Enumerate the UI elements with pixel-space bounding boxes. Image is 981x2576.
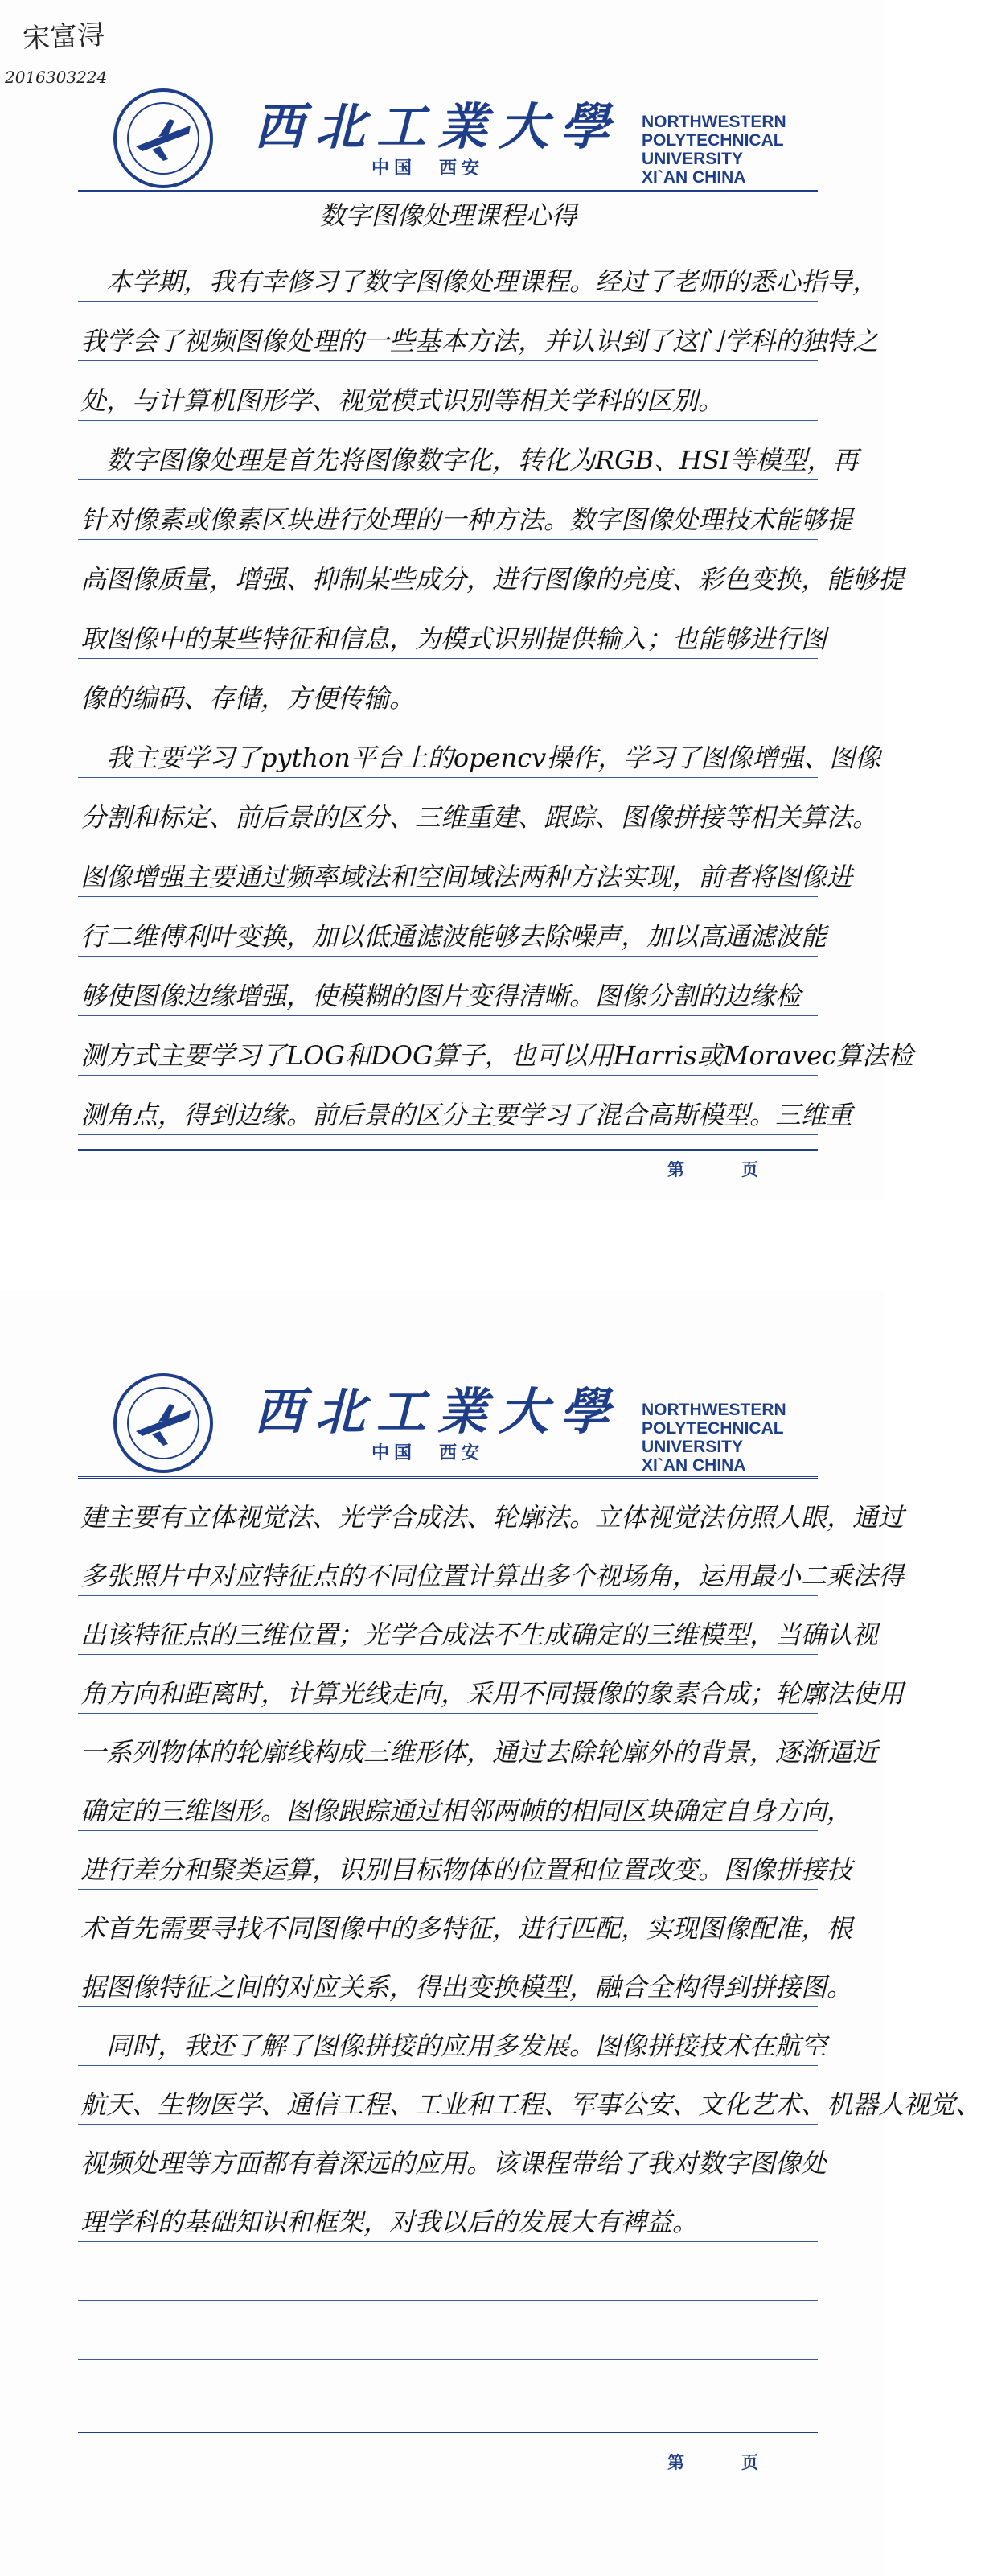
university-emblem-icon bbox=[112, 1372, 215, 1475]
handwritten-line: 确定的三维图形。图像跟踪通过相邻两帧的相同区块确定自身方向， bbox=[80, 1796, 853, 1826]
ruled-line bbox=[78, 1075, 818, 1076]
university-emblem-icon bbox=[112, 87, 215, 190]
handwritten-line: 视频处理等方面都有着深远的应用。该课程带给了我对数字图像处 bbox=[80, 2148, 827, 2179]
ruled-line bbox=[78, 1889, 818, 1890]
university-name-cn: 西北工業大學 bbox=[254, 1382, 622, 1441]
handwritten-line: 进行差分和聚类运算，识别目标物体的位置和位置改变。图像拼接技 bbox=[80, 1854, 853, 1885]
university-name-en: NORTHWESTERN POLYTECHNICAL UNIVERSITY XI`AN CHINA bbox=[642, 1401, 786, 1475]
handwritten-line: 建主要有立体视觉法、光学合成法、轮廓法。立体视觉法仿照人眼，通过 bbox=[80, 1502, 905, 1533]
ruled-line bbox=[78, 956, 818, 957]
header-rule bbox=[78, 190, 818, 192]
handwritten-line: 术首先需要寻找不同图像中的多特征，进行匹配，实现图像配准，根 bbox=[80, 1913, 853, 1944]
handwritten-line: 取图像中的某些特征和信息，为模式识别提供输入；也能够进行图 bbox=[80, 623, 827, 654]
essay-title: 数字图像处理课程心得 bbox=[319, 200, 577, 231]
ruled-line bbox=[78, 360, 818, 361]
ruled-line bbox=[78, 1015, 818, 1016]
ruled-line bbox=[78, 1134, 818, 1135]
ruled-line bbox=[78, 1654, 818, 1655]
ruled-line bbox=[78, 777, 818, 778]
ruled-line bbox=[78, 1595, 818, 1596]
handwritten-line: 像的编码、存储，方便传输。 bbox=[80, 683, 416, 714]
handwritten-line: 处，与计算机图形学、视觉模式识别等相关学科的区别。 bbox=[80, 385, 724, 416]
handwritten-line: 航天、生物医学、通信工程、工业和工程、军事公安、文化艺术、机器人视觉、 bbox=[80, 2089, 981, 2120]
handwritten-line: 高图像质量，增强、抑制某些成分，进行图像的亮度、彩色变换，能够提 bbox=[80, 564, 905, 595]
header-rule bbox=[78, 1476, 818, 1479]
handwritten-line: 多张照片中对应特征点的不同位置计算出多个视场角，运用最小二乘法得 bbox=[80, 1561, 905, 1591]
letter-page-1 bbox=[0, 0, 914, 1200]
letter-page-2 bbox=[0, 1291, 981, 2576]
ruled-line bbox=[78, 539, 818, 540]
ruled-line bbox=[78, 658, 818, 659]
handwritten-line: 分割和标定、前后景的区分、三维重建、跟踪、图像拼接等相关算法。 bbox=[80, 802, 879, 833]
ruled-line bbox=[78, 2124, 818, 2125]
ruled-line bbox=[78, 479, 818, 480]
ruled-line bbox=[78, 2241, 818, 2242]
ruled-line bbox=[78, 2065, 818, 2066]
page-number-label-di: 第 bbox=[667, 2453, 684, 2472]
footer-rule bbox=[78, 2432, 818, 2434]
location-cn: 中国 西安 bbox=[371, 158, 485, 179]
page-number-label-ye: 页 bbox=[741, 2453, 758, 2472]
handwritten-line: 行二维傅利叶变换，加以低通滤波能够去除噪声，加以高通滤波能 bbox=[80, 921, 827, 952]
handwritten-line: 测角点，得到边缘。前后景的区分主要学习了混合高斯模型。三维重 bbox=[80, 1100, 853, 1130]
handwritten-line: 图像增强主要通过频率域法和空间域法两种方法实现，前者将图像进 bbox=[80, 862, 853, 892]
footer-rule bbox=[78, 1149, 818, 1151]
ruled-line bbox=[78, 2300, 818, 2301]
handwritten-student-id: 2016303224 bbox=[5, 68, 108, 87]
handwritten-line: 一系列物体的轮廓线构成三维形体，通过去除轮廓外的背景，逐渐逼近 bbox=[80, 1737, 879, 1767]
location-cn: 中国 西安 bbox=[371, 1443, 485, 1463]
handwritten-line: 测方式主要学习了LOG和DOG算子，也可以用Harris或Moravec算法检 bbox=[80, 1040, 914, 1071]
handwritten-line: 数字图像处理是首先将图像数字化，转化为RGB、HSI等模型，再 bbox=[80, 445, 859, 475]
page-number-label-di: 第 bbox=[667, 1160, 684, 1179]
ruled-line bbox=[78, 1713, 818, 1714]
ruled-line bbox=[78, 2006, 818, 2007]
handwritten-line: 我主要学习了python平台上的opencv操作，学习了图像增强、图像 bbox=[80, 743, 881, 773]
university-name-en: NORTHWESTERN POLYTECHNICAL UNIVERSITY XI`AN CHINA bbox=[642, 113, 786, 187]
ruled-line bbox=[78, 2359, 818, 2360]
handwritten-line: 针对像素或像素区块进行处理的一种方法。数字图像处理技术能够提 bbox=[80, 504, 853, 535]
handwritten-line: 角方向和距离时，计算光线走向，采用不同摄像的象素合成；轮廓法使用 bbox=[80, 1678, 905, 1709]
ruled-line bbox=[78, 420, 818, 421]
handwritten-line: 同时，我还了解了图像拼接的应用多发展。图像拼接技术在航空 bbox=[80, 2031, 827, 2061]
ruled-line bbox=[78, 1830, 818, 1831]
handwritten-line: 我学会了视频图像处理的一些基本方法，并认识到了这门学科的独特之 bbox=[80, 326, 879, 356]
ruled-line bbox=[78, 896, 818, 897]
page-number-label-ye: 页 bbox=[741, 1160, 758, 1179]
handwritten-line: 据图像特征之间的对应关系，得出变换模型，融合全构得到拼接图。 bbox=[80, 1972, 853, 2002]
page-gap bbox=[0, 1200, 885, 1291]
handwritten-line: 够使图像边缘增强，使模糊的图片变得清晰。图像分割的边缘检 bbox=[80, 981, 802, 1011]
ruled-line bbox=[78, 301, 818, 302]
university-name-cn: 西北工業大學 bbox=[254, 97, 622, 156]
handwritten-line: 本学期，我有幸修习了数字图像处理课程。经过了老师的悉心指导， bbox=[80, 266, 879, 297]
handwritten-name: 宋富浔 bbox=[22, 19, 106, 56]
handwritten-line: 理学科的基础知识和框架，对我以后的发展大有裨益。 bbox=[80, 2207, 699, 2237]
handwritten-line: 出该特征点的三维位置；光学合成法不生成确定的三维模型，当确认视 bbox=[80, 1619, 879, 1650]
